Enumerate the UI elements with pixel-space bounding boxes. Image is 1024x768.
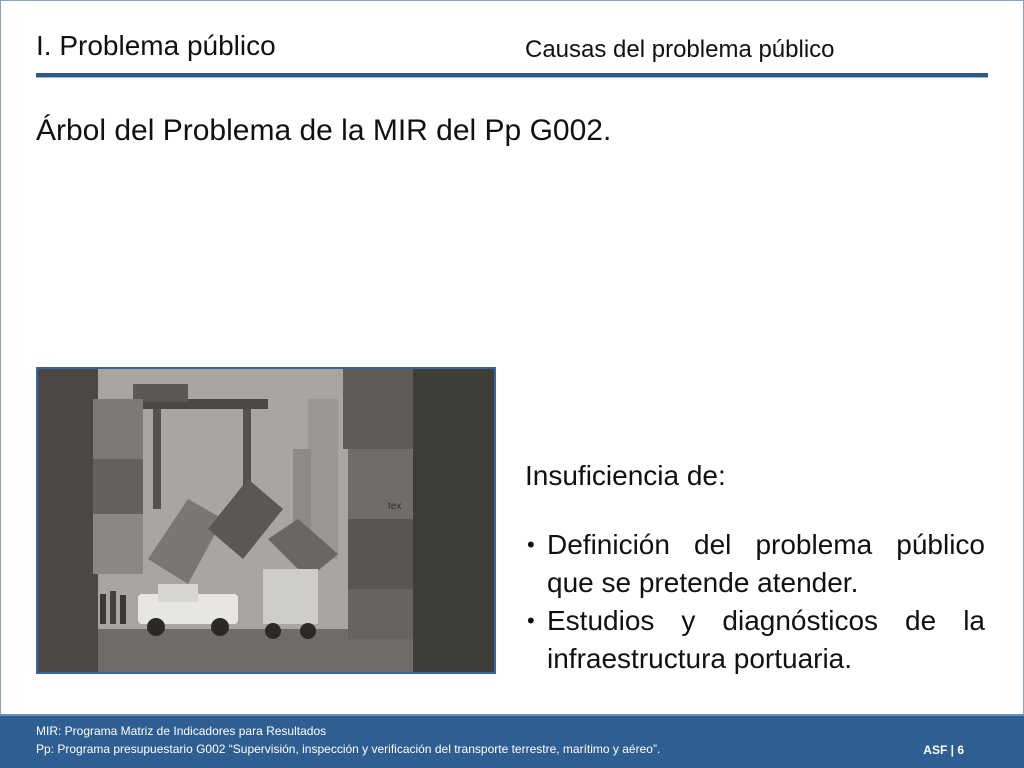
bullet-icon: • [527,608,535,633]
slide-heading: Árbol del Problema de la MIR del Pp G002. [36,114,612,147]
header-divider [36,73,988,77]
list-item [525,602,985,678]
section-title: I. Problema público [36,30,276,61]
cause-list [525,526,985,678]
list-item-text: Estudios y diagnósticos de la infraestructura portuaria. [547,605,985,674]
footer-bar [0,714,1024,768]
list-item-text: Definición del problema público que se pretende atender. [547,529,985,598]
list-item [525,526,985,602]
bullet-icon: • [527,532,535,557]
container-label: tex [388,501,402,512]
cause-text-block [525,460,985,678]
lead-text: Insuficiencia de: [525,460,726,491]
page-number-badge: ASF | 6 [923,743,964,757]
subsection-title: Causas del problema público [525,36,835,63]
footnote-pp: Pp: Programa presupuestario G002 “Supervisión, inspección y verificación del transporte terrestre, marítimo y aéreo”. [36,742,661,756]
footnote-mir: MIR: Programa Matriz de Indicadores para Resultados [36,724,327,738]
port-accident-photo [36,367,496,674]
